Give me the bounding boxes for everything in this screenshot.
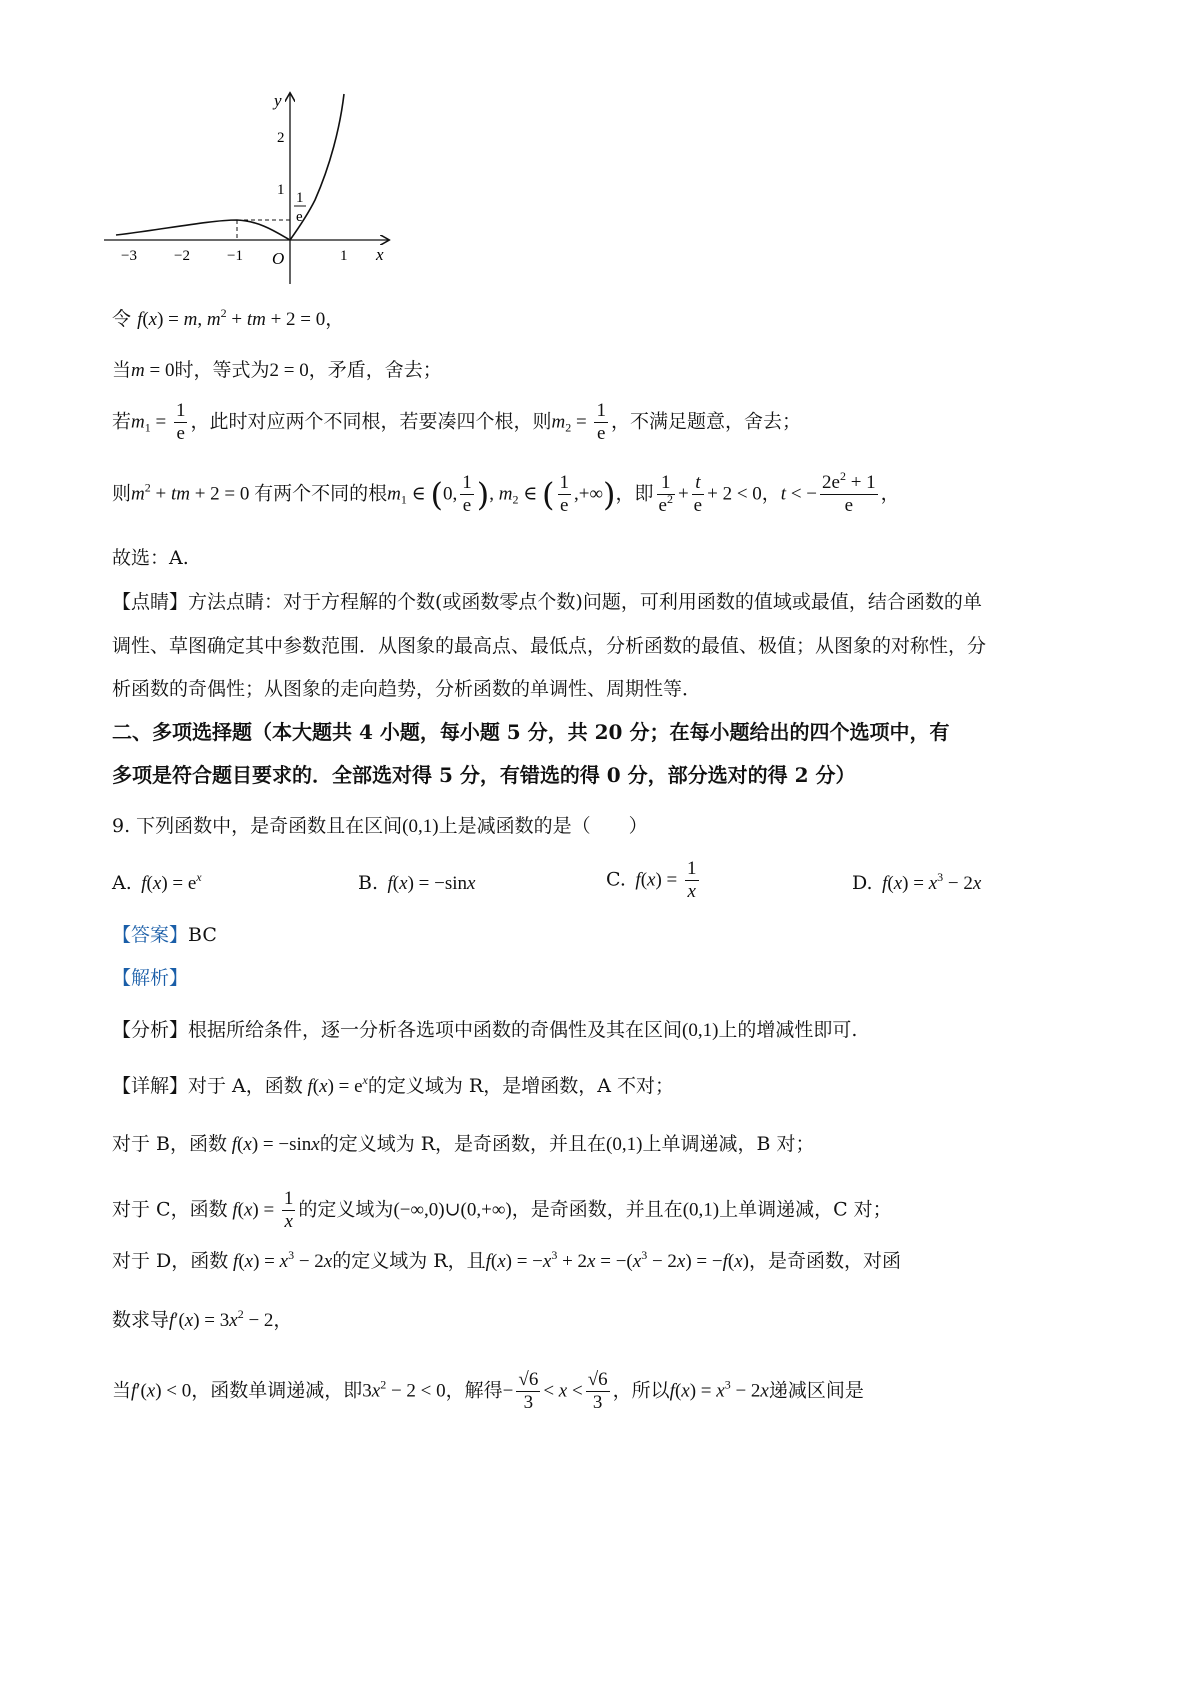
frac-num-label: 1 (296, 190, 304, 206)
tick-label-x-neg1: −1 (227, 248, 243, 264)
answer-value: BC (188, 924, 217, 946)
text: ，是奇函数，对函 (748, 1250, 901, 1272)
line-dianjing-1: 【点睛】方法点睛：对于方程解的个数(或函数零点个数)问题，可利用函数的值域或最值，结合函数的单 (112, 591, 982, 613)
text: 【详解】对于 A，函数 (112, 1075, 303, 1097)
option-label: D. (852, 872, 873, 894)
x-axis-label: x (376, 245, 384, 264)
line-let-f: 令 f(x) = m, $m^2$ + tm + 2 = 0， (112, 306, 345, 330)
text: 上单调递减，C 对； (719, 1198, 892, 1221)
answer-line (112, 923, 217, 947)
text: ，不满足题意，舍去； (610, 410, 801, 433)
option-label: A. (112, 872, 132, 894)
option-label: C. (606, 868, 626, 891)
text: 的定义域为 R，且 (332, 1250, 486, 1272)
derivative-line: 数求导$f'(x) = 3x^2 - 2$， (112, 1307, 293, 1331)
jiexi-label: 【解析】 (112, 967, 189, 989)
text: 有两个不同的根 (254, 482, 388, 505)
line-choice: 故选：A. (112, 547, 189, 569)
answer-label: 【答案】 (112, 924, 189, 946)
text: 的定义域为 (298, 1198, 394, 1221)
text: ，解得 (445, 1379, 503, 1402)
text: ，所以 (612, 1379, 670, 1402)
text: 对于 D，函数 (112, 1250, 229, 1272)
text: 上单调递减，B 对； (642, 1133, 815, 1155)
text: 的定义域为 R，是增函数，A 不对； (367, 1075, 674, 1097)
text: 对于 C，函数 (112, 1198, 228, 1221)
text: 的定义域为 R，是奇函数，并且在 (319, 1133, 607, 1155)
option-b-analysis: 对于 B，函数 f(x) = −sinx的定义域为 R，是奇函数，并且在(0,1)上单调递减，B 对； (112, 1133, 815, 1155)
text: 则 (112, 482, 132, 505)
line-dianjing-3: 析函数的奇偶性；从图象的走向趋势，分析函数的单调性、周期性等． (112, 678, 702, 700)
line-m1: 若$m_1$ = $\frac{1}{e}$ ，此时对应两个不同根，若要凑四个根，则$m_2$ = $\frac{1}{e}$ ，不满足题意，舍去； (112, 400, 801, 444)
tick-label-x-neg3: −3 (121, 248, 137, 264)
frac-den-label: e (296, 209, 303, 225)
option-label: B. (358, 872, 379, 894)
tick-label-x-1: 1 (340, 248, 348, 264)
text: ，函数单调递减，即 (191, 1379, 363, 1402)
text: 令 (112, 308, 132, 330)
function-graph (100, 88, 400, 288)
text: 数求导 (112, 1309, 170, 1331)
line-condition: 则$m^2$ + tm + 2 = 0 有两个不同的根$m_1$ ∈ (0, $\frac{1}{e}$ ), $m_2$ ∈ ( $\frac{1}{e}$ ,+∞)，即 $\frac{1}{e^2}$ + $\frac{t}{e}$ + 2 < 0，t < − $\frac{2e^2 + 1}{e}$ ， (112, 469, 900, 516)
q9-option-c: C. f(x) = $\frac{1}{x}$ (606, 858, 697, 902)
text: 时，等式为 (174, 359, 270, 381)
text: 若 (112, 410, 132, 433)
text: ，此时对应两个不同根，若要凑四个根，则 (190, 410, 552, 433)
y-axis-label: y (274, 91, 282, 110)
text: 上的增减性即可. (718, 1019, 858, 1041)
text: ，是奇函数，并且在 (511, 1198, 683, 1221)
text: 上是减函数的是（ ） (438, 815, 648, 837)
q9-option-b: B. f(x) = −sinx (358, 872, 476, 894)
line-m-zero: 当m = 0时，等式为2 = 0，矛盾，舍去； (112, 359, 442, 381)
tick-label-y-2: 2 (277, 130, 285, 146)
text: 9. 下列函数中，是奇函数且在区间 (112, 815, 403, 837)
text: 当 (112, 1379, 132, 1402)
tick-label-x-neg2: −2 (174, 248, 190, 264)
monotonic-line: 当f′(x) < 0，函数单调递减，即$3x^2 - 2 < 0$，解得− $\frac{√6}{3}$ < x < $\frac{√6}{3}$ ，所以$f(x) = x^3 - 2x$递减区间是 (112, 1369, 864, 1413)
origin-label: O (272, 249, 285, 268)
q9-option-a: A. $f(x) = e^x$ (112, 870, 202, 894)
text: ，矛盾，舍去； (308, 359, 442, 381)
q9-option-d: D. $f(x) = x^3 - 2x$ (852, 870, 982, 894)
xiangjie-line: 【详解】对于 A，函数 $f(x) = e^x$的定义域为 R，是增函数，A 不对； (112, 1073, 674, 1097)
text: 递减区间是 (768, 1379, 864, 1402)
text: ，即 (615, 482, 654, 505)
option-d-analysis: 对于 D，函数 $f(x) = x^3 - 2x$的定义域为 R，且$f(x) = -x^3 + 2x = -(x^3 - 2x) = -f(x)$，是奇函数，对函 (112, 1248, 901, 1272)
text: 【分析】根据所给条件，逐一分析各选项中函数的奇偶性及其在区间 (112, 1019, 683, 1041)
section-title-1: 二、多项选择题（本大题共 4 小题，每小题 5 分，共 20 分；在每小题给出的四个选项中，有 (112, 720, 950, 744)
q9-stem: 9. 下列函数中，是奇函数且在区间(0,1)上是减函数的是（ ） (112, 815, 648, 837)
tick-label-y-1: 1 (277, 182, 285, 198)
section-title-2: 多项是符合题目要求的．全部选对得 5 分，有错选的得 0 分，部分选对的得 2 分） (112, 763, 856, 787)
fenxi-line: 【分析】根据所给条件，逐一分析各选项中函数的奇偶性及其在区间(0,1)上的增减性即可. (112, 1019, 858, 1041)
line-dianjing-2: 调性、草图确定其中参数范围．从图象的最高点、最低点，分析函数的最值、极值；从图象的对称性，分 (112, 635, 987, 657)
text: 当 (112, 359, 132, 381)
text: 对于 B，函数 (112, 1133, 228, 1155)
option-c-analysis: 对于 C，函数 f(x) = $\frac{1}{x}$ 的定义域为(−∞,0)∪(0,+∞)，是奇函数，并且在(0,1)上单调递减，C 对； (112, 1188, 892, 1232)
function-curve (116, 94, 344, 240)
